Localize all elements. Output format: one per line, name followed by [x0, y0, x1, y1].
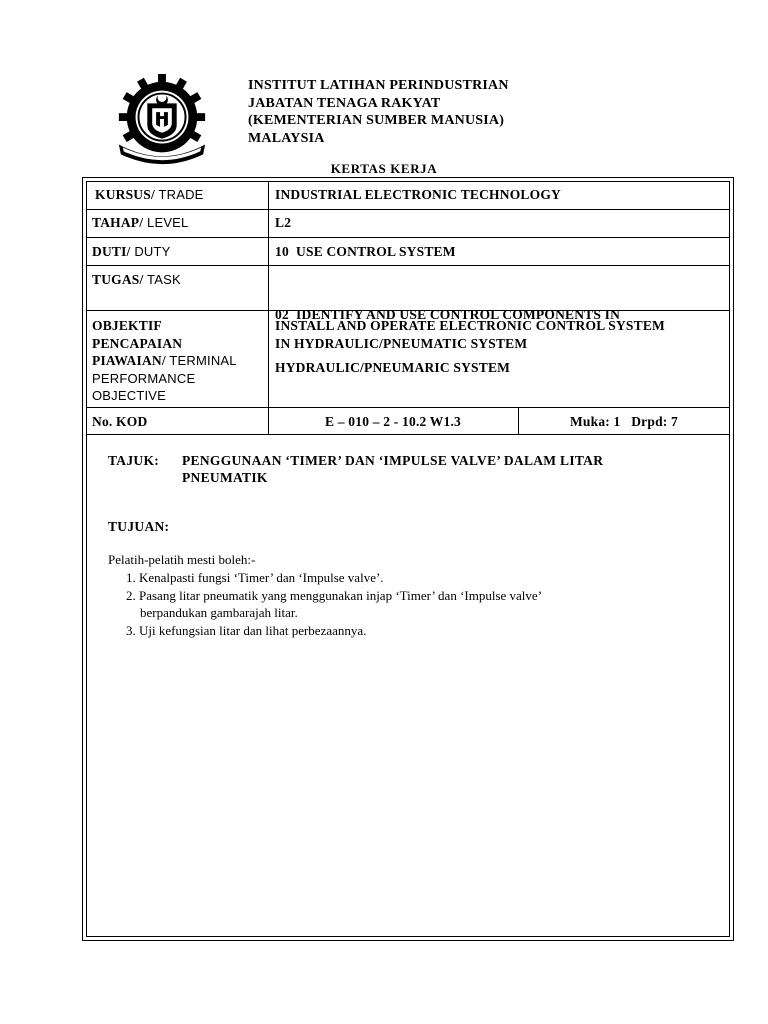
kursus-value: INDUSTRIAL ELECTRONIC TECHNOLOGY: [275, 187, 561, 202]
tahap-label: TAHAP/ LEVEL: [92, 215, 189, 230]
table-column-divider: [268, 181, 269, 434]
objektif-label-line: PERFORMANCE: [92, 370, 196, 386]
objektif-label-line: PIAWAIAN/ TERMINAL: [92, 353, 237, 368]
jtr-logo-emblem: [113, 72, 211, 170]
tugas-label: TUGAS/ TASK: [92, 272, 181, 287]
tahap-value: L2: [275, 215, 292, 230]
tajuk-title: PENGGUNAAN ‘TIMER’ DAN ‘IMPULSE VALVE’ DALAM LITAR: [182, 453, 604, 468]
table-row-divider: [86, 434, 730, 435]
list-item: 1. Kenalpasti fungsi ‘Timer’ dan ‘Impulse valve’.: [126, 570, 384, 585]
duti-value: 10 USE CONTROL SYSTEM: [275, 244, 456, 259]
kod-value: E – 010 – 2 - 10.2 W1.3: [325, 414, 461, 429]
tujuan-heading: TUJUAN:: [108, 519, 170, 534]
table-row-divider: [86, 265, 730, 266]
objektif-label: [92, 317, 237, 405]
tajuk-label: TAJUK:: [108, 453, 160, 468]
duti-label: DUTI/ DUTY: [92, 244, 171, 259]
institute-name: INSTITUT LATIHAN PERINDUSTRIAN: [248, 78, 509, 93]
objektif-label-line: PENCAPAIAN: [92, 335, 183, 351]
objektif-value: [275, 317, 665, 352]
table-row-divider: [86, 209, 730, 210]
institution-header: [248, 77, 509, 147]
kod-label: No. KOD: [92, 414, 148, 429]
list-item: 2. Pasang litar pneumatik yang menggunakan injap ‘Timer’ dan ‘Impulse valve’ berpandukan gambarajah litar.: [126, 587, 543, 620]
objektif-label-line: OBJECTIVE: [92, 388, 167, 403]
objektif-value-line: INSTALL AND OPERATE ELECTRONIC CONTROL SYSTEM: [275, 318, 665, 333]
objective-list: [126, 569, 542, 639]
page-number: Muka: 1 Drpd: 7: [569, 414, 679, 429]
objektif-label-line: OBJEKTIF: [92, 318, 162, 333]
objektif-value-line: IN HYDRAULIC/PNEUMATIC SYSTEM: [275, 335, 528, 351]
tajuk-title-cont: PNEUMATIK: [182, 470, 268, 485]
list-item: 3. Uji kefungsian litar dan lihat perbezaannya.: [126, 622, 367, 638]
department-name: JABATAN TENAGA RAKYAT: [248, 95, 441, 111]
tajuk-section: [108, 452, 603, 486]
tugas-value-line: 02 IDENTIFY AND USE CONTROL COMPONENTS IN: [275, 307, 621, 322]
ministry-name: (KEMENTERIAN SUMBER MANUSIA): [248, 113, 505, 128]
kursus-label: KURSUS/ TRADE: [95, 187, 204, 202]
tugas-value-line: HYDRAULIC/PNEUMARIC SYSTEM: [275, 359, 511, 375]
country-name: MALAYSIA: [248, 130, 325, 146]
tujuan-intro: Pelatih-pelatih mesti boleh:-: [108, 552, 256, 567]
table-row-divider: [86, 237, 730, 238]
list-item-continuation: berpandukan gambarajah litar.: [140, 605, 298, 620]
table-row-divider: [86, 407, 730, 408]
document-title: KERTAS KERJA: [330, 161, 438, 176]
